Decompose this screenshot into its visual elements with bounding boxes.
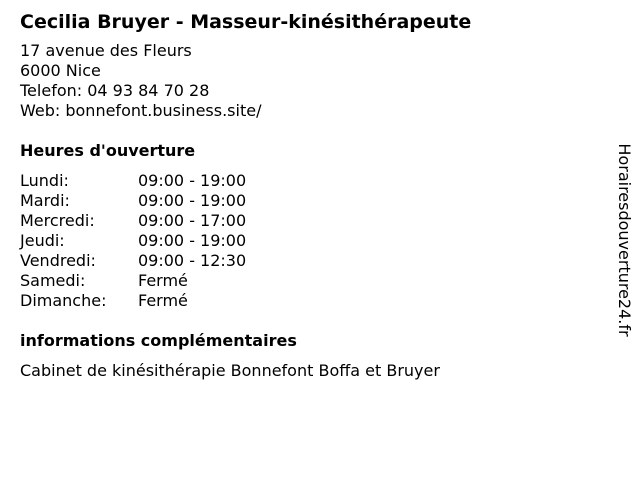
time-range: 09:00 - 19:00 [138,171,247,190]
opening-hours-table [20,171,600,311]
page-title: Cecilia Bruyer - Masseur-kinésithérapeute [20,11,472,33]
hours-row-monday [20,171,600,191]
hours-row-wednesday [20,211,600,231]
hours-row-sunday [20,291,600,311]
site-watermark: Horairesdouverture24.fr [615,143,634,337]
time-range: Fermé [138,271,188,290]
hours-row-tuesday [20,191,600,211]
time-range: 09:00 - 17:00 [138,211,247,230]
phone-number: Telefon: 04 93 84 70 28 [20,81,210,100]
additional-info-heading: informations complémentaires [20,331,297,350]
day-label: Dimanche: [20,291,107,310]
day-label: Mercredi: [20,211,95,230]
opening-hours-heading: Heures d'ouverture [20,141,196,160]
website-link: Web: bonnefont.business.site/ [20,101,262,120]
time-range: 09:00 - 19:00 [138,231,247,250]
hours-row-thursday [20,231,600,251]
day-label: Samedi: [20,271,86,290]
day-label: Vendredi: [20,251,96,270]
contact-block [20,41,600,121]
hours-row-saturday [20,271,600,291]
time-range: Fermé [138,291,188,310]
time-range: 09:00 - 19:00 [138,191,247,210]
business-card [20,10,600,381]
day-label: Jeudi: [20,231,65,250]
hours-row-friday [20,251,600,271]
address-street: 17 avenue des Fleurs [20,41,192,60]
time-range: 09:00 - 12:30 [138,251,247,270]
additional-info-text: Cabinet de kinésithérapie Bonnefont Boffa et Bruyer [20,361,440,380]
address-city: 6000 Nice [20,61,101,80]
day-label: Lundi: [20,171,69,190]
day-label: Mardi: [20,191,70,210]
